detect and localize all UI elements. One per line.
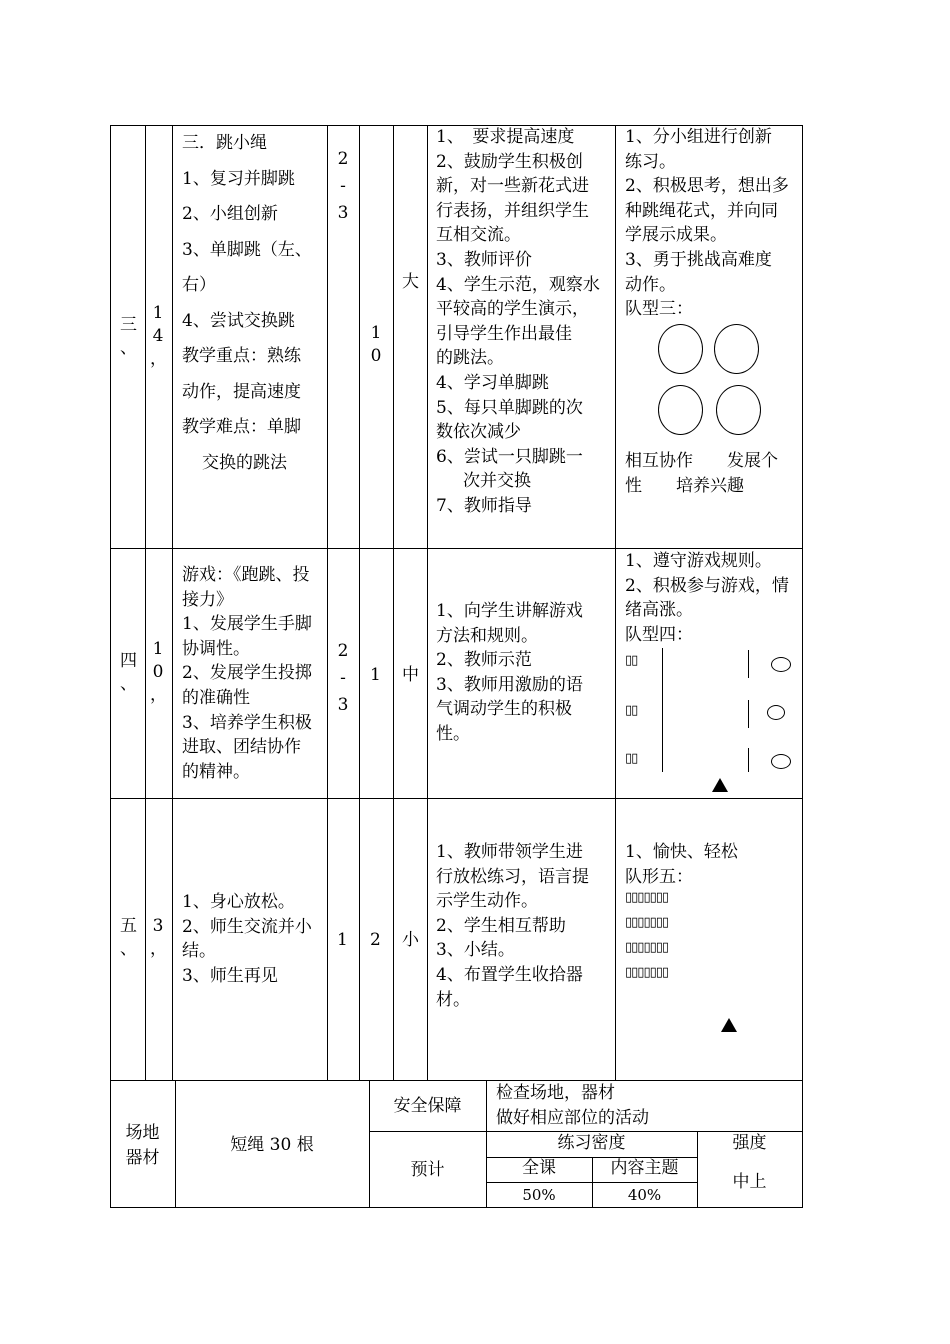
teacher-marker xyxy=(712,778,728,792)
student-activities: 1、愉快、轻松 队形五： xyxy=(625,842,738,887)
formation-row: ▯▯▯▯▯▯▯ xyxy=(625,890,669,905)
group-circle xyxy=(658,385,703,435)
formation-row: ▯▯▯▯▯▯▯ xyxy=(625,965,669,980)
ball-target xyxy=(771,754,791,769)
formation-row: ▯▯▯▯▯▯▯ xyxy=(625,915,669,930)
count-label: 2 - 3 xyxy=(337,149,349,223)
safety-label: 安全保障 xyxy=(393,1096,462,1116)
safety-text: 检查场地，器材 做好相应部位的活动 xyxy=(496,1083,649,1128)
density-label: 练习密度 xyxy=(557,1133,626,1153)
forecast-label: 预计 xyxy=(410,1160,445,1180)
teacher-activities: 1、教师带领学生进 行放松练习，语言提 示学生动作。 2、学生相互帮助 3、小结。 4、布置学生收拾器 材。 xyxy=(436,842,589,1010)
time-label: 1 4 ， xyxy=(150,303,167,369)
intensity-label: 大 xyxy=(402,272,419,292)
group-circle xyxy=(658,324,703,374)
formation-mark: ▯▯ xyxy=(625,653,638,668)
venue-label: 场地 器材 xyxy=(125,1123,160,1168)
formation-3-caption: 相互协作 发展个 性 培养兴趣 xyxy=(625,451,778,496)
content-text: 1、身心放松。 2、师生交流并小 结。 3、师生再见 xyxy=(182,892,312,986)
part-label: 三 、 xyxy=(120,315,137,358)
teacher-activities: 1、向学生讲解游戏 方法和规则。 2、教师示范 3、教师用激励的语 气调动学生的积极 性。 xyxy=(436,601,583,744)
teacher-marker xyxy=(721,1018,737,1032)
group-circle xyxy=(716,385,761,435)
count-label: 2 - 3 xyxy=(337,641,349,715)
part-label: 四 、 xyxy=(120,651,137,694)
intensity-label: 小 xyxy=(402,930,419,950)
main-content-value: 40% xyxy=(627,1186,662,1204)
content-text: 游戏：《跑跳、投 接力》 1、发展学生手脚 协调性。 2、发展学生投掷 的准确性 3、培养学生积极 进取、团结协作 的精神。 xyxy=(182,565,312,782)
ball-target xyxy=(767,705,785,720)
equipment-text: 短绳 30 根 xyxy=(230,1135,314,1155)
times-label: 1 0 xyxy=(370,323,382,366)
main-content-label: 内容主题 xyxy=(610,1158,679,1178)
part-label: 五 、 xyxy=(120,916,137,959)
times-label: 2 xyxy=(370,930,381,950)
count-label: 1 xyxy=(337,930,348,950)
time-label: 1 0 ， xyxy=(150,639,167,705)
teacher-activities: 1、 要求提高速度 2、鼓励学生积极创 新，对一些新花式进 行表扬，并组织学生 互相交流。 3、教师评价 4、学生示范，观察水 平较高的学生演示， 引导学生作出最佳 的跳法。 4、学习单脚跳 5、每只单脚跳的次 数依次减少 6、尝试一只脚跳一 次并交换 7、教师指导 xyxy=(436,127,600,516)
time-label: 3 ， xyxy=(150,916,167,959)
formation-mark: ▯▯ xyxy=(625,751,638,766)
ball-target xyxy=(771,657,791,672)
content-text: 三．跳小绳 1、复习并脚跳 2、小组创新 3、单脚跳（左、 右） 4、尝试交换跳 教学重点：熟练 动作，提高速度 教学难点：单脚 交换的跳法 xyxy=(182,133,312,473)
intensity-header: 强度 xyxy=(732,1133,767,1153)
whole-class-value: 50% xyxy=(522,1186,556,1204)
student-activities: 1、遵守游戏规则。 2、积极参与游戏，情 绪高涨。 队型四： xyxy=(625,551,789,645)
formation-mark: ▯▯ xyxy=(625,703,638,718)
student-activities: 1、分小组进行创新 练习。 2、积极思考，想出多 种跳绳花式，并向同 学展示成果。 3、勇于挑战高难度 动作。 队型三： xyxy=(625,127,789,320)
formation-row: ▯▯▯▯▯▯▯ xyxy=(625,940,669,955)
group-circle xyxy=(714,324,759,374)
whole-class-label: 全课 xyxy=(522,1158,556,1178)
times-label: 1 xyxy=(370,665,381,685)
intensity-value: 中上 xyxy=(732,1172,767,1192)
intensity-label: 中 xyxy=(402,665,419,685)
